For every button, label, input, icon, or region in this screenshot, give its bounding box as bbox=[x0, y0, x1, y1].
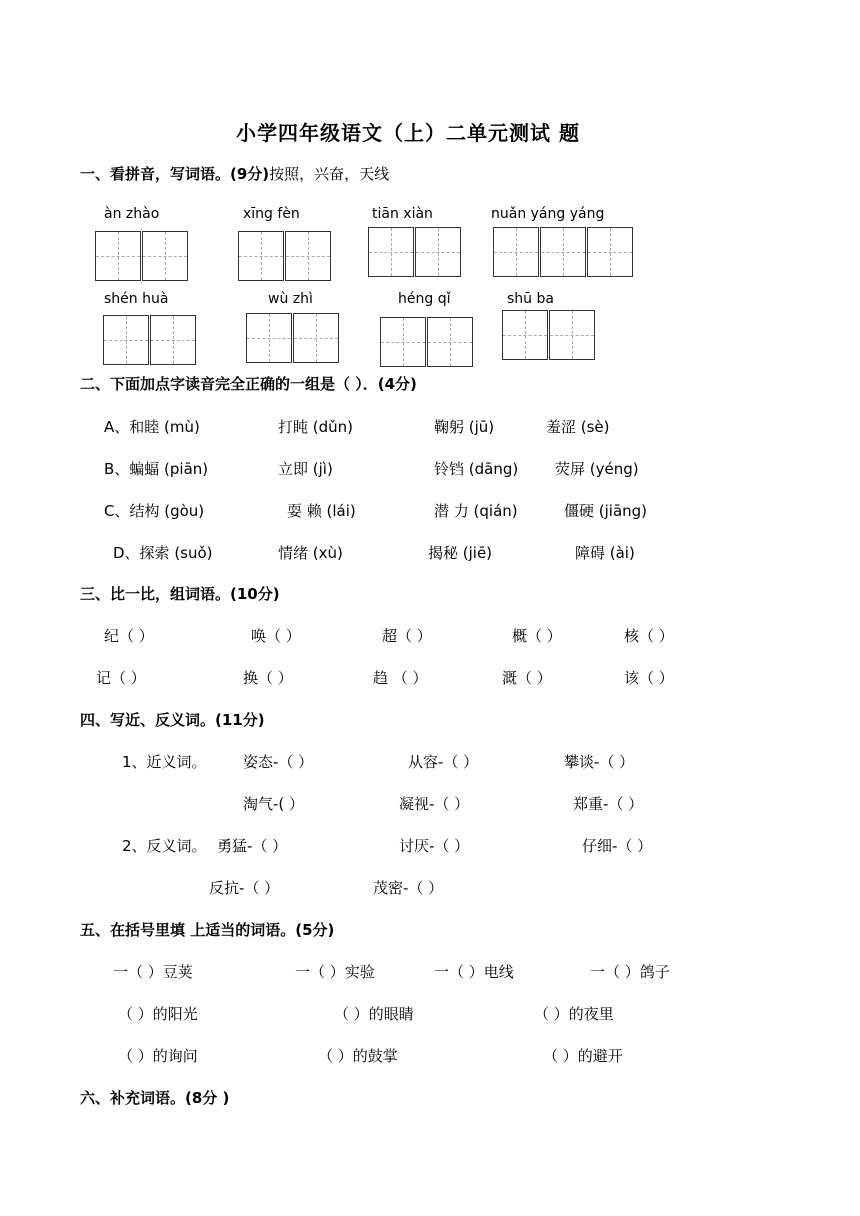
synonym-item[interactable]: 攀谈-（ ） bbox=[564, 753, 635, 771]
fill-item[interactable]: （ ）的避开 bbox=[543, 1047, 623, 1065]
section-1-title: 一、看拼音，写词语。(9分) bbox=[80, 165, 270, 183]
compare-word[interactable]: 唤（ ） bbox=[251, 627, 301, 645]
fill-item[interactable]: （ ）的夜里 bbox=[534, 1005, 614, 1023]
write-box[interactable] bbox=[285, 231, 331, 281]
option-b-4: 荧屏 (yéng) bbox=[555, 460, 639, 478]
compare-word[interactable]: 溉（ ） bbox=[502, 669, 552, 687]
fill-item[interactable]: 一（ ）实验 bbox=[295, 963, 375, 981]
pinyin-4: nuǎn yáng yáng bbox=[491, 206, 605, 222]
compare-word[interactable]: 纪（ ） bbox=[104, 627, 154, 645]
pinyin-3: tiān xiàn bbox=[372, 206, 433, 222]
write-box[interactable] bbox=[380, 317, 426, 367]
antonym-item[interactable]: 仔细-（ ） bbox=[582, 837, 653, 855]
write-box[interactable] bbox=[368, 227, 414, 277]
antonym-label: 2、反义词。 bbox=[122, 837, 207, 855]
option-d-3: 揭秘 (jiē) bbox=[428, 544, 493, 562]
pinyin-2: xīng fèn bbox=[243, 206, 300, 222]
antonym-item[interactable]: 讨厌-（ ） bbox=[399, 837, 470, 855]
fill-item[interactable]: （ ）的阳光 bbox=[118, 1005, 198, 1023]
synonym-label: 1、近义词。 bbox=[122, 753, 207, 771]
fill-item[interactable]: （ ）的询问 bbox=[118, 1047, 198, 1065]
option-a-4: 羞涩 (sè) bbox=[546, 418, 610, 436]
pinyin-5: shén huà bbox=[104, 291, 169, 307]
write-box[interactable] bbox=[549, 310, 595, 360]
write-box[interactable] bbox=[502, 310, 548, 360]
page-title: 小学四年级语文（上）二单元测试 题 bbox=[236, 121, 580, 145]
section-4-heading: 四、写近、反义词。(11分) bbox=[80, 711, 265, 729]
fill-item[interactable]: （ ）的鼓掌 bbox=[318, 1047, 398, 1065]
synonym-item[interactable]: 从容-（ ） bbox=[408, 753, 479, 771]
antonym-item[interactable]: 反抗-（ ） bbox=[209, 879, 280, 897]
fill-item[interactable]: 一（ ）豆荚 bbox=[113, 963, 193, 981]
compare-word[interactable]: 记（ ） bbox=[96, 669, 146, 687]
compare-word[interactable]: 超（ ） bbox=[382, 627, 432, 645]
option-c-3: 潜 力 (qián) bbox=[434, 502, 518, 520]
write-box[interactable] bbox=[103, 315, 149, 365]
write-box[interactable] bbox=[95, 231, 141, 281]
write-box[interactable] bbox=[238, 231, 284, 281]
synonym-item[interactable]: 凝视-（ ） bbox=[399, 795, 470, 813]
compare-word[interactable]: 概（ ） bbox=[512, 627, 562, 645]
option-a-1: A、和睦 (mù) bbox=[104, 418, 200, 436]
write-box[interactable] bbox=[246, 313, 292, 363]
write-box[interactable] bbox=[427, 317, 473, 367]
pinyin-8: shū ba bbox=[507, 291, 554, 307]
pinyin-1: àn zhào bbox=[104, 206, 160, 222]
option-c-2: 耍 赖 (lái) bbox=[287, 502, 356, 520]
option-c-4: 僵硬 (jiāng) bbox=[564, 502, 648, 520]
section-1-heading bbox=[80, 163, 389, 184]
write-box[interactable] bbox=[293, 313, 339, 363]
section-5-heading: 五、在括号里填 上适当的词语。(5分) bbox=[80, 921, 335, 939]
write-box[interactable] bbox=[493, 227, 539, 277]
option-a-2: 打盹 (dǔn) bbox=[278, 418, 354, 436]
section-6-heading: 六、补充词语。(8分 ) bbox=[80, 1089, 230, 1107]
write-box[interactable] bbox=[142, 231, 188, 281]
synonym-item[interactable]: 淘气-( ） bbox=[243, 795, 305, 813]
fill-item[interactable]: 一（ ）电线 bbox=[434, 963, 514, 981]
option-c-1: C、结构 (gòu) bbox=[104, 502, 205, 520]
fill-item[interactable]: 一（ ）鸽子 bbox=[590, 963, 670, 981]
synonym-item[interactable]: 郑重-（ ） bbox=[573, 795, 644, 813]
compare-word[interactable]: 换（ ） bbox=[243, 669, 293, 687]
option-d-1: D、探索 (suǒ) bbox=[113, 544, 213, 562]
pinyin-6: wù zhì bbox=[268, 291, 313, 307]
option-d-4: 障碍 (ài) bbox=[575, 544, 635, 562]
option-b-2: 立即 (jì) bbox=[278, 460, 333, 478]
section-2-heading: 二、下面加点字读音完全正确的一组是（ ）．(4分) bbox=[80, 375, 417, 393]
write-box[interactable] bbox=[587, 227, 633, 277]
fill-item[interactable]: （ ）的眼睛 bbox=[334, 1005, 414, 1023]
write-box[interactable] bbox=[540, 227, 586, 277]
section-1-note: 按照，兴奋，天线 bbox=[269, 165, 390, 183]
option-d-2: 情绪 (xù) bbox=[278, 544, 343, 562]
compare-word[interactable]: 核（ ） bbox=[624, 627, 674, 645]
section-3-heading: 三、比一比，组词语。(10分) bbox=[80, 585, 280, 603]
option-b-1: B、蝙蝠 (piān) bbox=[104, 460, 209, 478]
compare-word[interactable]: 该（ ） bbox=[624, 669, 674, 687]
option-a-3: 鞠躬 (jū) bbox=[434, 418, 495, 436]
option-b-3: 铃铛 (dāng) bbox=[434, 460, 519, 478]
write-box[interactable] bbox=[150, 315, 196, 365]
write-box[interactable] bbox=[415, 227, 461, 277]
synonym-item[interactable]: 姿态-（ ） bbox=[243, 753, 314, 771]
antonym-item[interactable]: 茂密-（ ） bbox=[373, 879, 444, 897]
pinyin-7: héng qǐ bbox=[398, 291, 451, 307]
antonym-item[interactable]: 勇猛-（ ） bbox=[217, 837, 288, 855]
compare-word[interactable]: 趋 （ ） bbox=[373, 669, 428, 687]
